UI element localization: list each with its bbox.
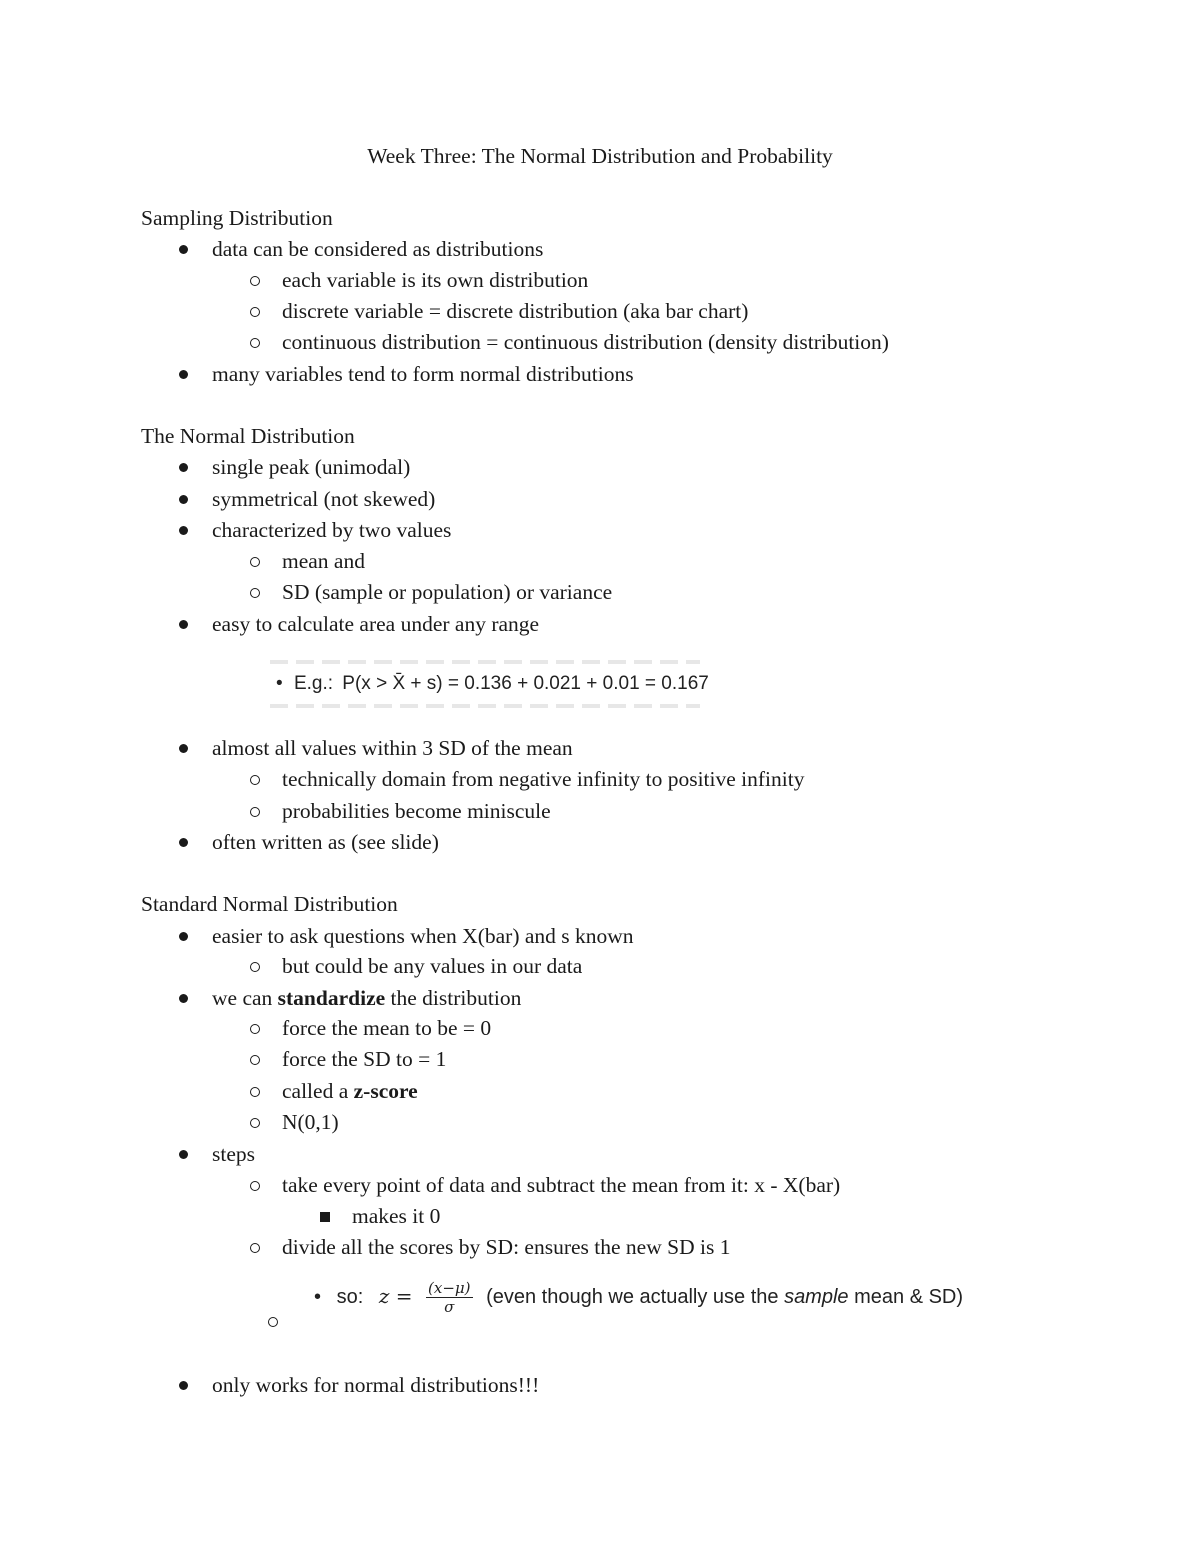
bold-term: standardize — [277, 986, 386, 1010]
list-item: data can be considered as distributions — [212, 237, 544, 261]
bullet-disc-icon — [179, 1381, 188, 1390]
bullet-disc-icon — [179, 463, 188, 472]
text-run: called a — [282, 1079, 354, 1103]
bullet-circle-icon — [250, 775, 260, 785]
list-item: SD (sample or population) or variance — [282, 580, 613, 604]
bullet-circle-icon — [250, 1087, 260, 1097]
list-item: characterized by two values — [212, 518, 452, 542]
list-item: each variable is its own distribution — [282, 268, 589, 292]
bullet-circle-icon — [250, 807, 260, 817]
example-prefix: E.g.: — [293, 673, 334, 694]
list-item: steps — [212, 1142, 255, 1166]
bullet-disc-icon — [179, 620, 188, 629]
list-item: force the SD to = 1 — [282, 1047, 447, 1071]
formula-note: (even though we actually use the — [486, 1286, 785, 1308]
bullet-circle-icon — [250, 1181, 260, 1191]
list-item: take every point of data and subtract the mean from it: x - X(bar) — [282, 1173, 841, 1197]
formula-lhs: z = — [378, 1284, 413, 1308]
bullet-disc-icon — [179, 495, 188, 504]
list-item: N(0,1) — [282, 1110, 339, 1134]
bullet-circle-icon — [250, 588, 260, 598]
example-formula — [276, 673, 709, 695]
bullet-disc-icon — [179, 245, 188, 254]
section-heading-standard: Standard Normal Distribution — [141, 892, 398, 916]
list-item: often written as (see slide) — [212, 830, 439, 854]
bullet-disc-icon — [179, 838, 188, 847]
list-item — [282, 1078, 418, 1104]
list-item: single peak (unimodal) — [212, 455, 411, 479]
fraction-numerator: (x−μ) — [428, 1279, 471, 1298]
bullet-circle-icon — [250, 1055, 260, 1065]
list-item: force the mean to be = 0 — [282, 1016, 492, 1040]
bullet-circle-icon — [250, 276, 260, 286]
example-snippet — [270, 660, 709, 708]
bullet-circle-icon — [250, 557, 260, 567]
list-item — [212, 985, 521, 1011]
bullet-circle-icon — [268, 1317, 278, 1327]
list-item: mean and — [282, 549, 365, 573]
snippet-cutoff-strip — [270, 704, 700, 708]
bullet-circle-icon — [250, 1243, 260, 1253]
section-heading-sampling: Sampling Distribution — [141, 206, 333, 230]
bullet-disc-icon — [179, 370, 188, 379]
bullet-circle-icon — [250, 307, 260, 317]
page-title: Week Three: The Normal Distribution and Probability — [367, 144, 833, 168]
list-item: easy to calculate area under any range — [212, 612, 540, 636]
list-item: but could be any values in our data — [282, 954, 583, 978]
formula-lead: so: — [336, 1286, 364, 1308]
example-expression: P(x > X̄ + s) = 0.136 + 0.021 + 0.01 = 0.167 — [342, 673, 709, 694]
list-item: only works for normal distributions!!! — [212, 1373, 540, 1397]
z-fraction — [426, 1279, 472, 1316]
fraction-denominator: σ — [444, 1298, 455, 1317]
list-item: discrete variable = discrete distribution (aka bar chart) — [282, 299, 749, 323]
bullet-circle-icon — [250, 1024, 260, 1034]
list-item: technically domain from negative infinity to positive infinity — [282, 767, 805, 791]
z-formula — [314, 1278, 963, 1316]
z-formula-snippet — [308, 1268, 1033, 1324]
formula-note-emphasis: sample — [784, 1286, 849, 1308]
bullet-disc-icon — [179, 744, 188, 753]
list-item: easier to ask questions when X(bar) and s known — [212, 924, 634, 948]
list-item: makes it 0 — [352, 1204, 441, 1228]
bullet-square-icon — [320, 1212, 330, 1222]
bullet-circle-icon — [250, 962, 260, 972]
list-item: almost all values within 3 SD of the mean — [212, 736, 573, 760]
list-item: divide all the scores by SD: ensures the new SD is 1 — [282, 1235, 731, 1259]
text-run: we can — [212, 986, 278, 1010]
snippet-bullet: • — [276, 673, 283, 694]
section-heading-normal: The Normal Distribution — [141, 424, 355, 448]
bold-term: z-score — [353, 1079, 418, 1103]
bullet-disc-icon — [179, 1150, 188, 1159]
list-item: probabilities become miniscule — [282, 799, 551, 823]
snippet-bullet: • — [314, 1286, 322, 1308]
bullet-disc-icon — [179, 932, 188, 941]
bullet-disc-icon — [179, 994, 188, 1003]
bullet-circle-icon — [250, 338, 260, 348]
formula-note: mean & SD) — [848, 1286, 964, 1308]
snippet-cutoff-strip — [270, 660, 700, 664]
bullet-disc-icon — [179, 526, 188, 535]
bullet-circle-icon — [250, 1118, 260, 1128]
list-item: many variables tend to form normal distributions — [212, 362, 634, 386]
text-run: the distribution — [385, 986, 522, 1010]
list-item: continuous distribution = continuous distribution (density distribution) — [282, 330, 889, 354]
list-item: symmetrical (not skewed) — [212, 487, 436, 511]
